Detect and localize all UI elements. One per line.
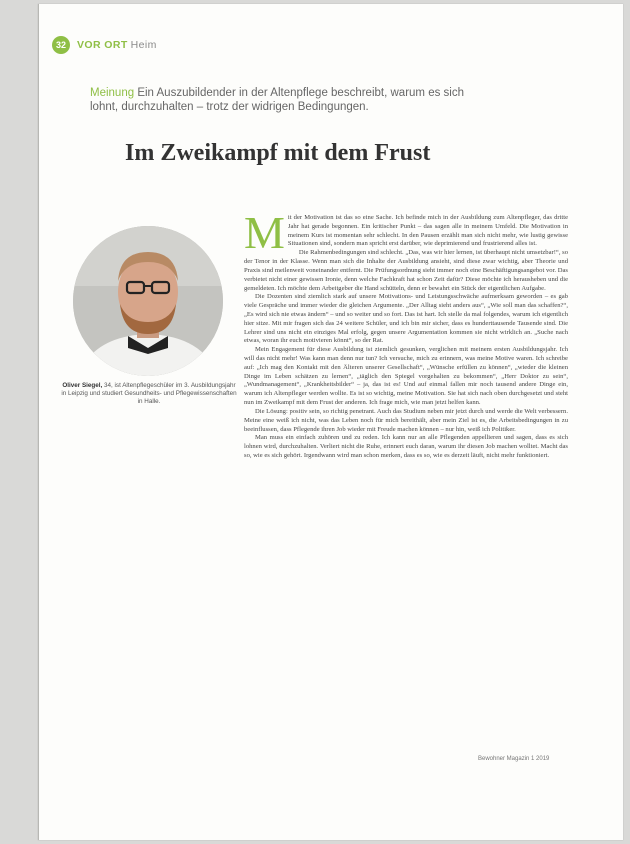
article-body bbox=[244, 214, 568, 744]
caption-text: 34, ist Altenpflegeschüler im 3. Ausbildungsjahr in Leipzig und studiert Gesundheits- und Pflegewissenschaften in Halle. bbox=[61, 382, 237, 405]
lead-kicker: Meinung bbox=[90, 87, 135, 99]
drop-cap: M bbox=[244, 214, 285, 258]
paragraph bbox=[244, 214, 568, 258]
page-number-badge: 32 bbox=[52, 36, 70, 54]
section-header bbox=[77, 39, 157, 51]
paragraph: Man muss ein einfach zuhören und zu reden. Ich kann nur an alle Pflegenden appellieren und sagen, dass es sich lohnen wird, durchzuhalten. Verliert nicht die Ruhe, erinnert euch daran, warum ihr diesen Job machen wolltet. Macht das so, wie es sich gehört. Irgendwann wird man schon merken, dass es so, wie es derzeit läuft, nicht mehr funktioniert. bbox=[244, 434, 568, 459]
paragraph: Mein Engagement für diese Ausbildung ist ziemlich gesunken, verglichen mit meinem ersten Ausbildungsjahr. Ich will das nicht mehr! Was kann man denn nur tun? Ich versuche, mich zu erinnern, was meine Motive waren. Ich schreibe auf: „Ich mag den Kontakt mit den Älteren unserer Gesellschaft“, „Wünsche erfüllen zu können“, „wieder die kleinen Dinge im Leben schätzen zu lernen“, „täglich den Spiegel vorgehalten zu bekommen“, „Herr Doktor zu sein“, „Wundmanagement“, „Krankheitsbilder“ – ja, das ist es! Und auf einmal fallen mir noch tausend andere Dinge ein, warum ich Altenpfleger werden wollte. Es ist so wichtig, meine Motivation. Sie hat sich nach oben durchgesetzt und steht nun im Zweikampf mit dem Frust der anderen. Ich frage mich, wie man jetzt helfen kann. bbox=[244, 346, 568, 407]
paragraph: Die Rahmenbedingungen sind schlecht. „Das, was wir hier lernen, ist überhaupt nicht umsetzbar!“, so der Tenor in der Klasse. Wenn man sich die Inhalte der Ausbildung ansieht, sind diese zwar wichtig, aber Theorie und Praxis sind meilenweit voneinander entfernt. Die Prüfungsordnung sieht immer noch eine Beschäftigungsangebot vor. Das verbietet nicht einer gewissen Ironie, denn welche Fachkraft hat schon Zeit dafür? Diese möchte ich herausheben und die gemeldeten. Ich möchte dem Arbeitgeber die Hand schütteln, denn er bewahrt ein Stück der eigentlichen Aufgabe. bbox=[244, 249, 568, 292]
lead-body: Ein Auszubildender in der Altenpflege beschreibt, warum es sich lohnt, durchzuhalten – trotz der widrigen Bedingungen. bbox=[90, 87, 464, 113]
paragraph: Die Dozenten sind ziemlich stark auf unsere Motivations- und Leistungsschwäche aufmerksam geworden – es gab viele Gespräche und immer wieder die gleichen Argumente. „Der Alltag sieht anders aus“, „Wie soll man das schaffen?“, „Es wird sich nie etwas ändern“ – und so weiter und so fort. Das ist hart. Ich stelle da mal folgendes, warum ich eigentlich hier sitze. Mit mir fragen sich das 24 weitere Schüler, und ich bin mir sicher, dass es hunderttausende Tausende sind. Die Lehrer sind uns nicht ein einziges Mal erfolg, gegen unsere Argumentation kommen sie nicht wirklich an. „Suche nach etwas, woran ihr euch motivieren könnt“, so der Rat. bbox=[244, 293, 568, 345]
portrait-illustration bbox=[73, 226, 223, 376]
caption-name: Oliver Siegel, bbox=[62, 382, 103, 389]
photo-caption bbox=[60, 382, 238, 406]
subsection-label: Heim bbox=[130, 39, 157, 51]
article-title: Im Zweikampf mit dem Frust bbox=[125, 140, 431, 166]
paragraph: Die Lösung: positiv sein, so richtig penetrant. Auch das Studium neben mir jetzt durch und werde die Welt verbessern. Meine eine weiß ich nicht, was das Leben noch für mich bereithält, aber mein Ziel ist es, die Arbeitsbedingungen in zu beeinflussen, dass Pflegende ihren Job wieder mit Freude machen können – nur hin, weiß ich Politiker. bbox=[244, 407, 568, 433]
section-label: VOR ORT bbox=[77, 39, 128, 51]
portrait-photo bbox=[73, 226, 223, 376]
lead-text bbox=[90, 86, 480, 114]
page-footer: Bewohner Magazin 1 2019 bbox=[478, 756, 550, 762]
paragraph-text: it der Motivation ist das so eine Sache. Ich befinde mich in der Ausbildung zum Altenpfleger, das dritte Jahr hat gerade begonnen. Ein kritischer Punkt – das sagen alle in meinem Umfeld. Die Motivation in meinem Kurs ist momentan sehr schlecht. In den Pausen erzählt man sich nicht mehr, wie lustig gewisse Situationen sind, sondern man spricht erst darüber, wie deprimierend und frustrierend alles ist. bbox=[287, 214, 568, 248]
